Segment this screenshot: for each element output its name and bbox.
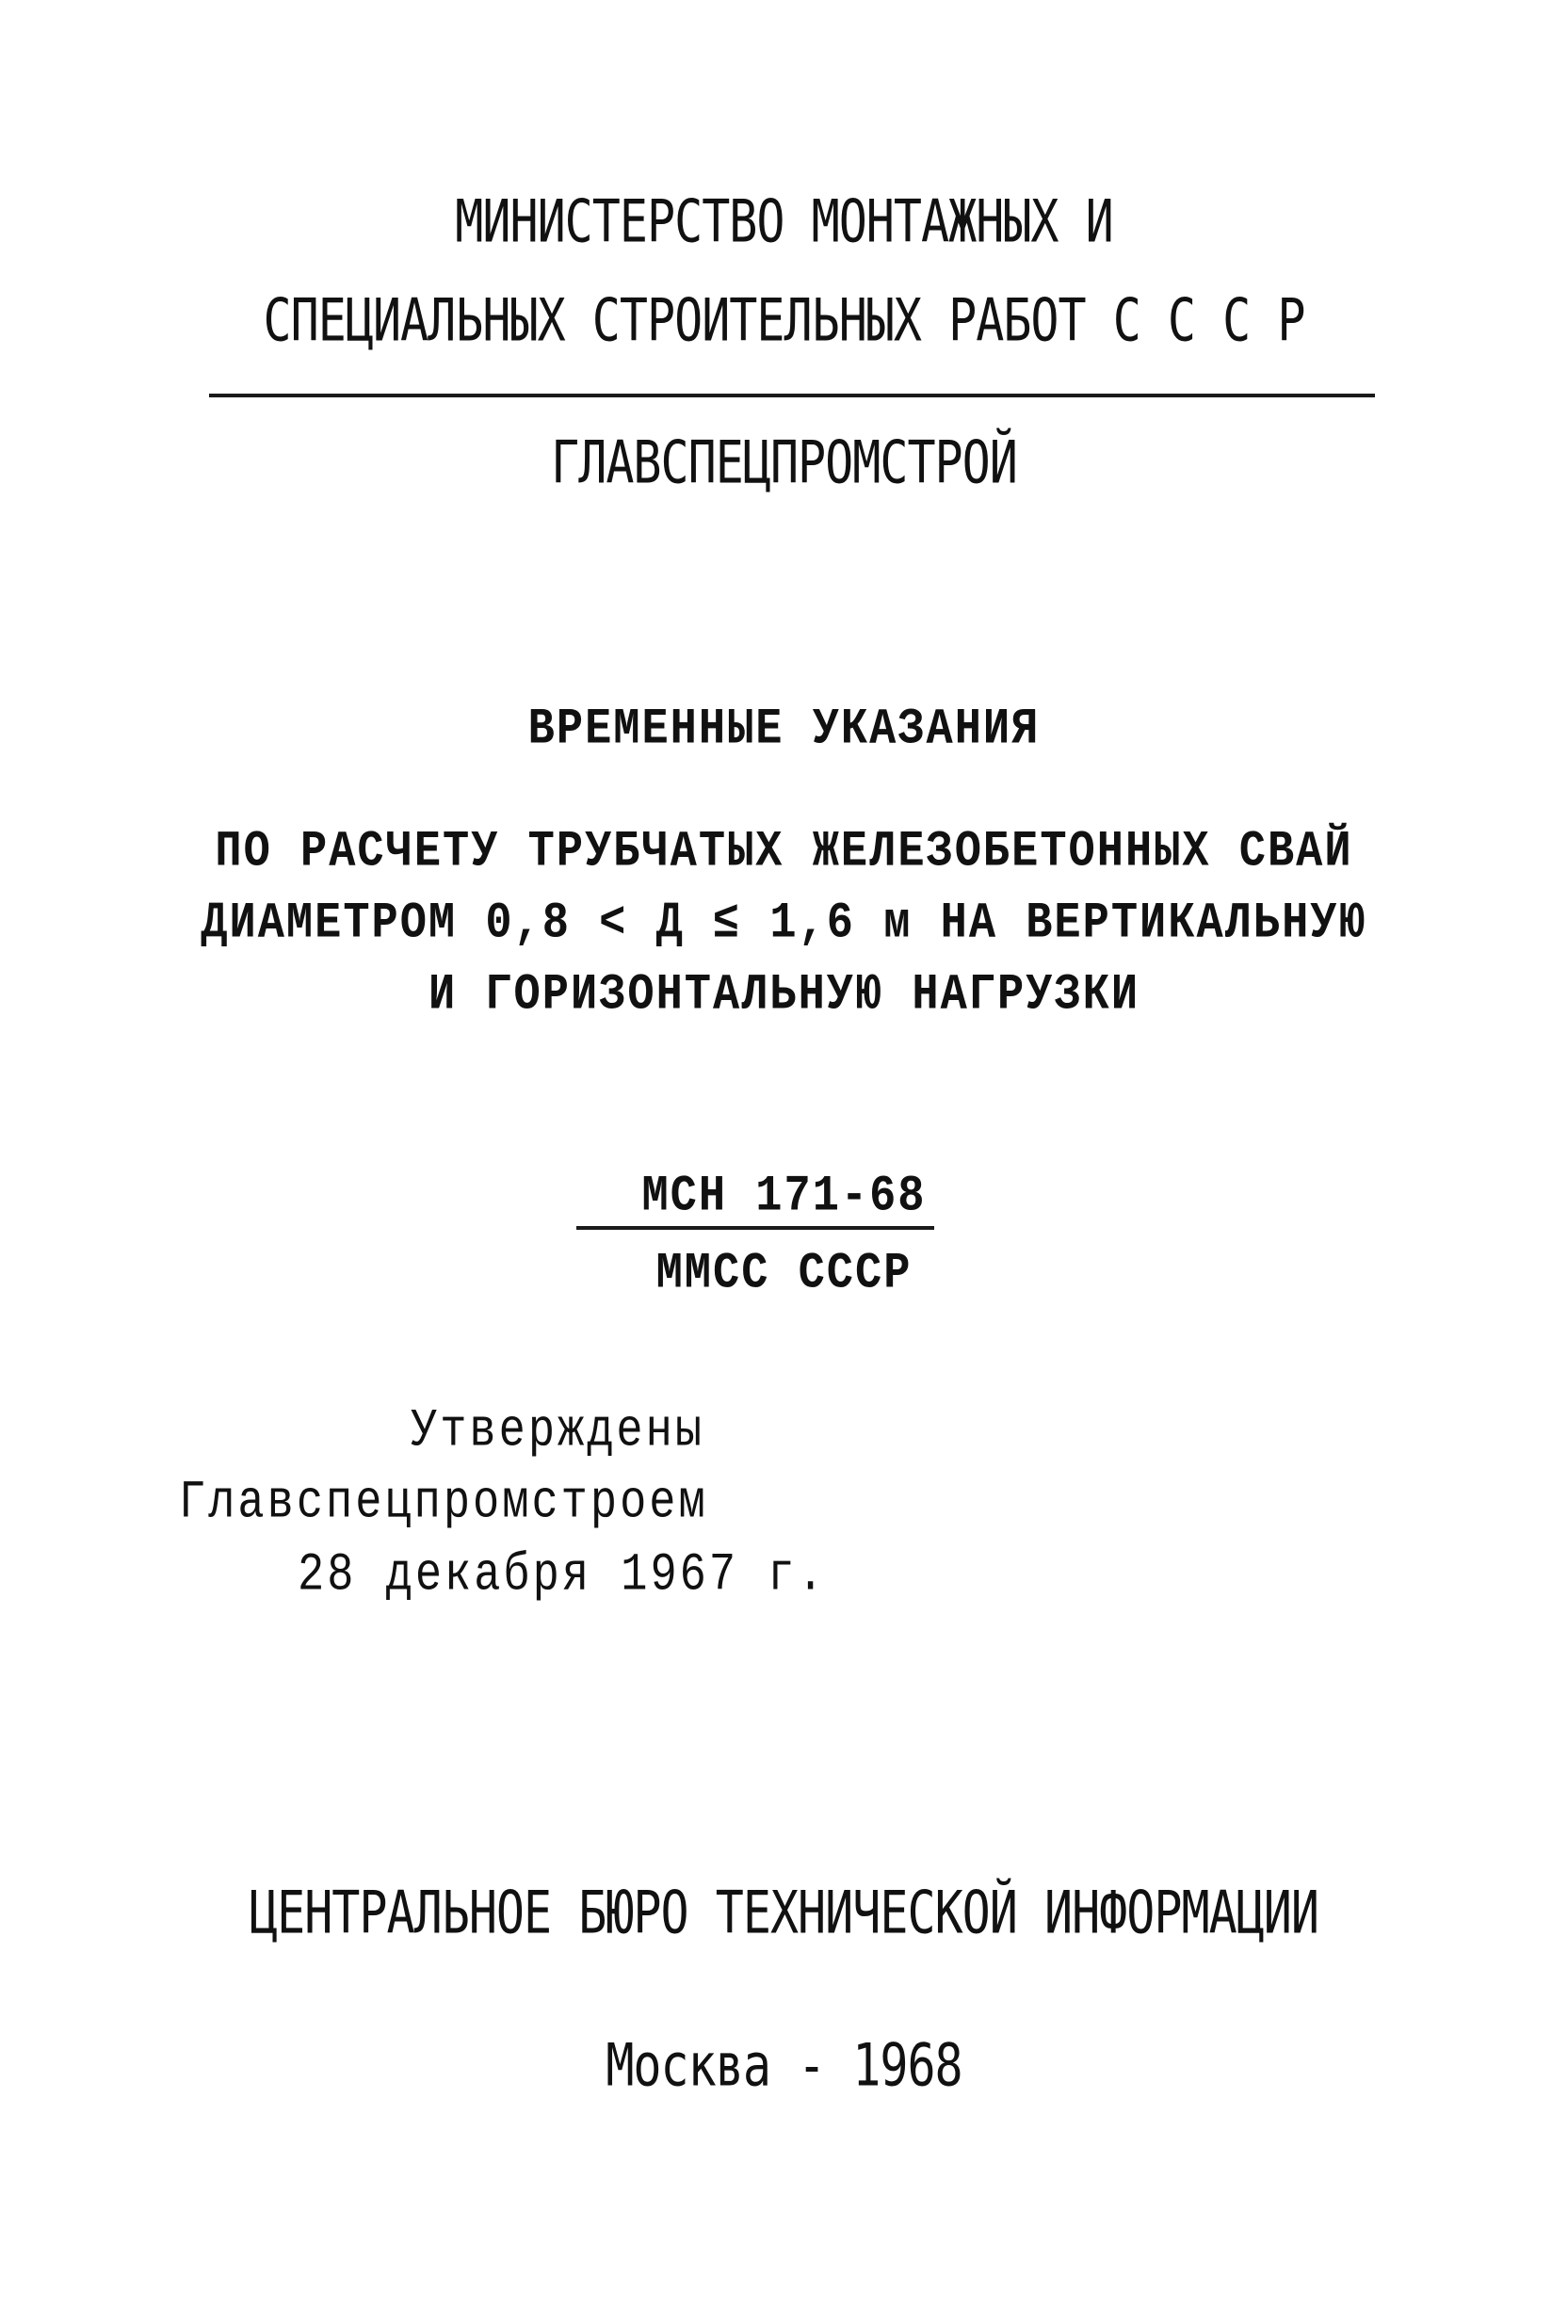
code-authority: ММСС СССР — [655, 1246, 913, 1303]
code-number: МСН 171-68 — [641, 1169, 927, 1226]
document-title: ВРЕМЕННЫЕ УКАЗАНИЯ — [527, 702, 1041, 759]
publisher-name: ЦЕНТРАЛЬНОЕ БЮРО ТЕХНИЧЕСКОЙ ИНФОРМАЦИИ — [250, 1878, 1318, 1947]
approval-line-2: Главспецпромстроем — [179, 1473, 708, 1534]
ministry-line-2: СПЕЦИАЛЬНЫХ СТРОИТЕЛЬНЫХ РАБОТ С С С Р — [263, 285, 1305, 355]
department-name: ГЛАВСПЕЦПРОМСТРОЙ — [551, 428, 1017, 497]
document-subtitle-line-1: ПО РАСЧЕТУ ТРУБЧАТЫХ ЖЕЛЕЗОБЕТОННЫХ СВАЙ — [215, 824, 1353, 881]
approval-line-3: 28 декабря 1967 г. — [298, 1545, 827, 1606]
city-year: Москва - 1968 — [606, 2030, 962, 2100]
code-underline — [576, 1226, 934, 1230]
header-divider — [209, 394, 1375, 397]
document-subtitle-line-3: И ГОРИЗОНТАЛЬНУЮ НАГРУЗКИ — [428, 967, 1140, 1025]
document-subtitle-line-2: ДИАМЕТРОМ 0,8 < Д ≤ 1,6 м НА ВЕРТИКАЛЬНУЮ — [201, 896, 1367, 953]
ministry-line-1: МИНИСТЕРСТВО МОНТАЖНЫХ И — [455, 186, 1113, 256]
approval-line-1: Утверждены — [411, 1401, 705, 1462]
